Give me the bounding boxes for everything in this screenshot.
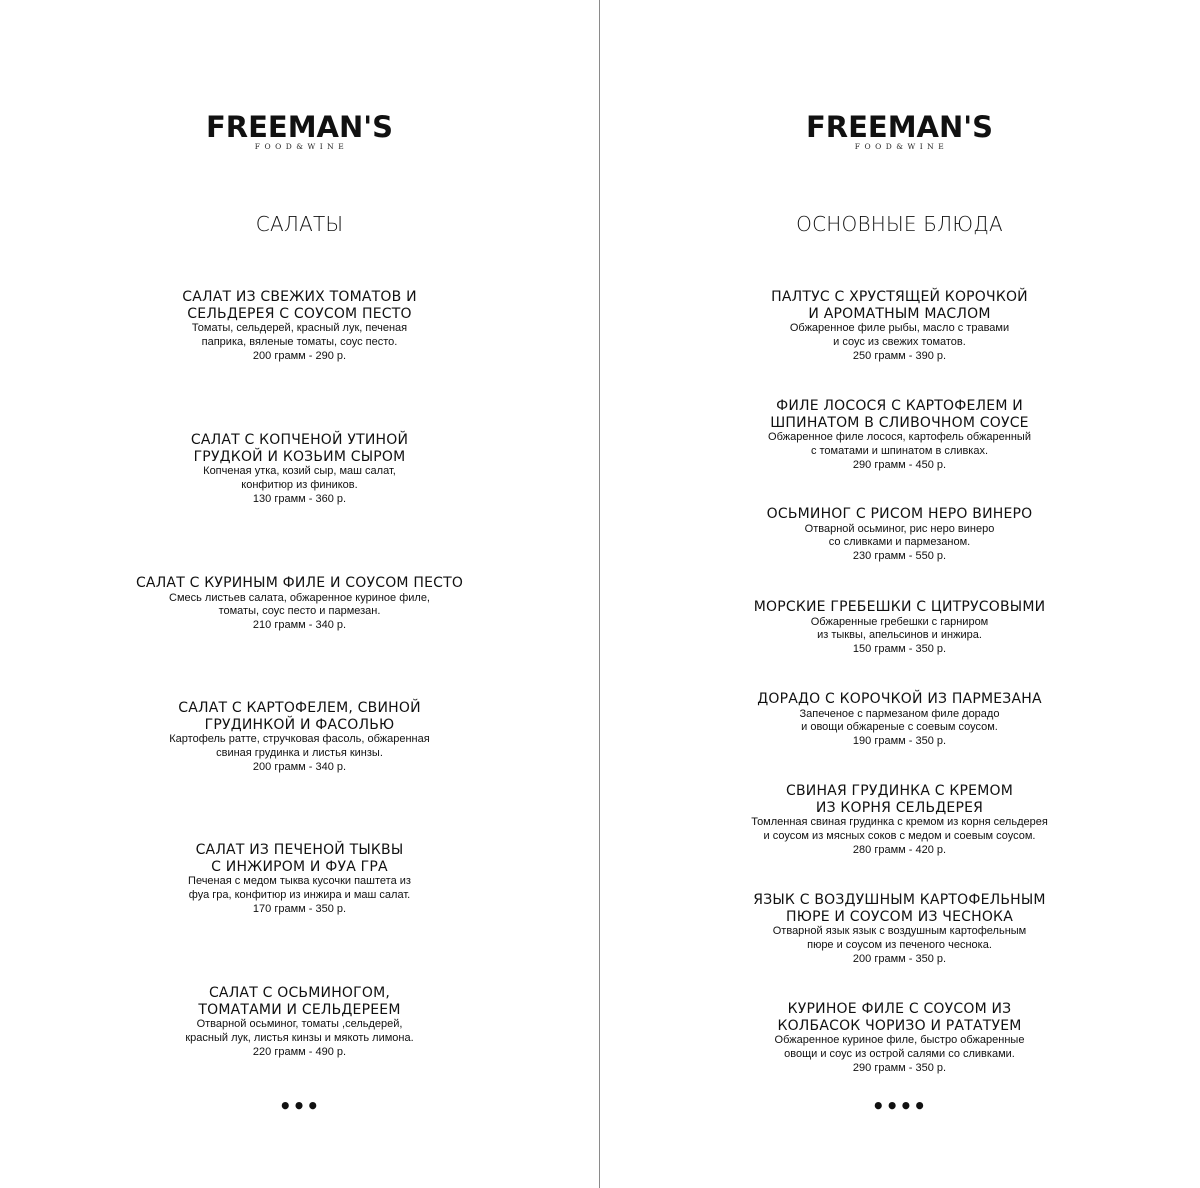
- dish-description: Томленная свиная грудинка с кремом из корня сельдерея и соусом из мясных соков с медом и соевым соусом.: [751, 816, 1048, 842]
- menu-item: [600, 289, 1199, 363]
- dish-price: 290 грамм - 350 р.: [852, 1061, 947, 1074]
- dish-name: СВИНАЯ ГРУДИНКА С КРЕМОМ ИЗ КОРНЯ СЕЛЬДЕРЕЯ: [786, 783, 1013, 816]
- more-dots: ••••: [871, 1094, 928, 1118]
- menu-item: [0, 575, 599, 633]
- menu-item: [0, 985, 599, 1059]
- dish-description: Отварной осьминог, рис неро винеро со сливками и пармезаном.: [804, 522, 995, 549]
- dish-name: САЛАТ С КУРИНЫМ ФИЛЕ И СОУСОМ ПЕСТО: [135, 575, 464, 591]
- dish-description: Обжаренное куриное филе, быстро обжаренные овощи и соус из острой салями со сливками.: [774, 1034, 1025, 1060]
- dish-description: Обжаренное филе рыбы, масло с травами и соус из свежих томатов.: [789, 322, 1010, 348]
- dish-name: ДОРАДО С КОРОЧКОЙ ИЗ ПАРМЕЗАНА: [757, 691, 1042, 707]
- dish-price: 230 грамм - 550 р.: [852, 550, 947, 563]
- dish-price: 170 грамм - 350 р.: [252, 902, 347, 915]
- dish-name: САЛАТ ИЗ ПЕЧЕНОЙ ТЫКВЫ С ИНЖИРОМ И ФУА ГРА: [195, 842, 404, 875]
- menu-item: [0, 842, 599, 916]
- dish-price: 130 грамм - 360 р.: [252, 492, 347, 505]
- dish-description: Обжаренное филе лосося, картофель обжаренный с томатами и шпинатом в сливках.: [768, 431, 1031, 457]
- logo-wordmark: FREEMAN'S: [205, 110, 394, 144]
- dish-description: Копченая утка, козий сыр, маш салат, конфитюр из фиников.: [203, 465, 396, 491]
- section-title-main-dishes: ОСНОВНЫЕ БЛЮДА: [796, 212, 1003, 236]
- menu-item: [0, 700, 599, 774]
- dish-name: МОРСКИЕ ГРЕБЕШКИ С ЦИТРУСОВЫМИ: [753, 599, 1046, 615]
- dish-name: ОСЬМИНОГ С РИСОМ НЕРО ВИНЕРО: [766, 506, 1033, 522]
- menu-item: [600, 599, 1199, 657]
- restaurant-logo: [600, 112, 1199, 152]
- logo-tagline: FOOD&WINE: [854, 142, 949, 151]
- menu-item: [600, 398, 1199, 472]
- dish-price: 280 грамм - 420 р.: [852, 843, 947, 856]
- left-menu-page: [0, 0, 599, 1188]
- dish-description: Отварной язык язык с воздушным картофельным пюре и соусом из печеного чеснока.: [772, 925, 1027, 951]
- menu-item: [600, 691, 1199, 749]
- menu-item: [0, 432, 599, 506]
- dish-price: 150 грамм - 350 р.: [852, 643, 947, 656]
- dish-description: Смесь листьев салата, обжаренное куриное филе, томаты, соус песто и пармезан.: [169, 591, 430, 618]
- logo-tagline: FOOD&WINE: [254, 142, 349, 151]
- dish-price: 250 грамм - 390 р.: [852, 349, 947, 362]
- menu-item: [600, 506, 1199, 564]
- logo-wordmark: FREEMAN'S: [805, 110, 994, 144]
- restaurant-logo: [0, 112, 599, 152]
- right-menu-page: [600, 0, 1199, 1188]
- dish-price: 200 грамм - 290 р.: [252, 349, 347, 362]
- menu-item: [0, 289, 599, 363]
- dish-price: 200 грамм - 340 р.: [252, 760, 347, 773]
- dish-price: 190 грамм - 350 р.: [852, 735, 947, 748]
- dish-name: ПАЛТУС С ХРУСТЯЩЕЙ КОРОЧКОЙ И АРОМАТНЫМ МАСЛОМ: [771, 289, 1028, 322]
- dish-price: 220 грамм - 490 р.: [252, 1045, 347, 1058]
- dish-description: Картофель ратте, стручковая фасоль, обжаренная свиная грудинка и листья кинзы.: [169, 733, 430, 759]
- menu-item: [600, 1001, 1199, 1075]
- dish-price: 200 грамм - 350 р.: [852, 952, 947, 965]
- dish-price: 210 грамм - 340 р.: [252, 619, 347, 632]
- dish-name: КУРИНОЕ ФИЛЕ С СОУСОМ ИЗ КОЛБАСОК ЧОРИЗО И РАТАТУЕМ: [777, 1001, 1022, 1034]
- dish-name: САЛАТ ИЗ СВЕЖИХ ТОМАТОВ И СЕЛЬДЕРЕЯ С СОУСОМ ПЕСТО: [182, 289, 417, 322]
- dish-name: САЛАТ С ОСЬМИНОГОМ, ТОМАТАМИ И СЕЛЬДЕРЕЕМ: [198, 985, 401, 1018]
- section-title-salads: САЛАТЫ: [255, 212, 344, 236]
- menu-item: [600, 892, 1199, 966]
- more-dots: •••: [278, 1094, 321, 1118]
- dish-price: 290 грамм - 450 р.: [852, 458, 947, 471]
- dish-description: Обжаренные гребешки с гарниром из тыквы, апельсинов и инжира.: [810, 615, 989, 642]
- dish-name: САЛАТ С КОПЧЕНОЙ УТИНОЙ ГРУДКОЙ И КОЗЬИМ СЫРОМ: [190, 432, 409, 465]
- dish-name: САЛАТ С КАРТОФЕЛЕМ, СВИНОЙ ГРУДИНКОЙ И ФАСОЛЬЮ: [178, 700, 421, 733]
- dish-description: Томаты, сельдерей, красный лук, печеная паприка, вяленые томаты, соус песто.: [191, 322, 408, 348]
- dish-name: ФИЛЕ ЛОСОСЯ С КАРТОФЕЛЕМ И ШПИНАТОМ В СЛИВОЧНОМ СОУСЕ: [770, 398, 1029, 431]
- menu-item: [600, 783, 1199, 857]
- dish-description: Отварной осьминог, томаты ,сельдерей, красный лук, листья кинзы и мякоть лимона.: [185, 1018, 414, 1044]
- dish-description: Печеная с медом тыква кусочки паштета из фуа гра, конфитюр из инжира и маш салат.: [188, 875, 411, 901]
- dish-description: Запеченое с пармезаном филе дорадо и овощи обжареные с соевым соусом.: [799, 707, 1000, 734]
- dish-name: ЯЗЫК С ВОЗДУШНЫМ КАРТОФЕЛЬНЫМ ПЮРЕ И СОУСОМ ИЗ ЧЕСНОКА: [753, 892, 1046, 925]
